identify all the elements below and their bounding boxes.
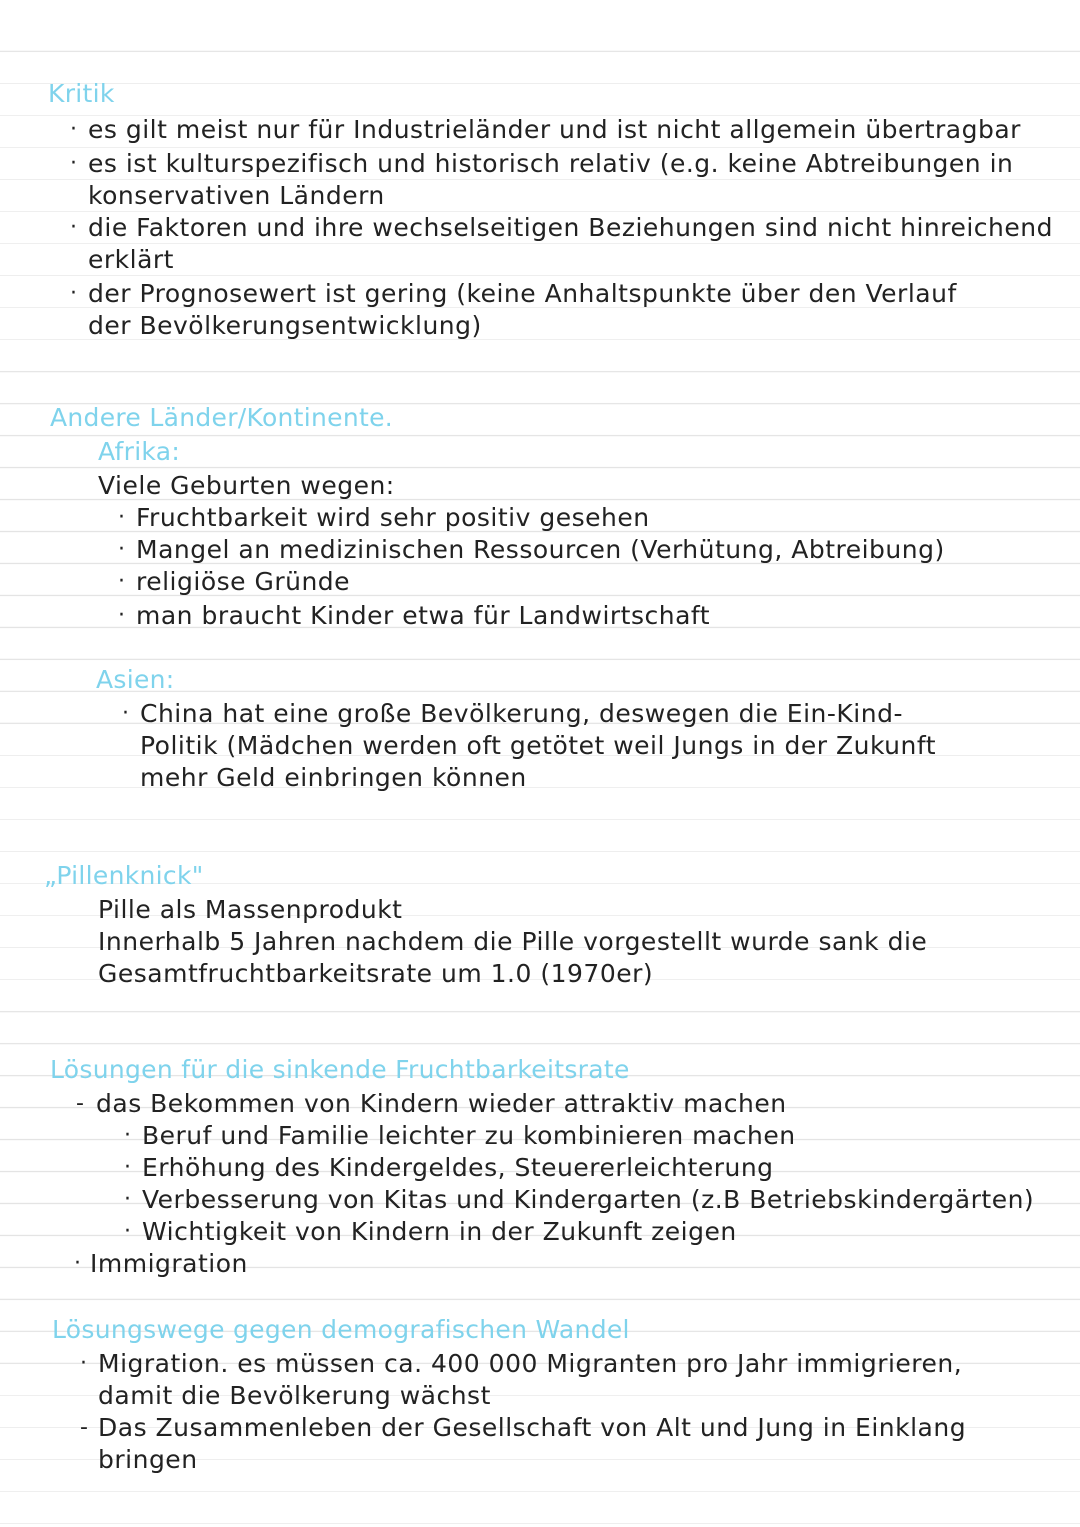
kritik-item-4-cont: der Bevölkerungsentwicklung) [88, 311, 482, 340]
bullet-dot: · [70, 281, 77, 306]
heading-asien: Asien: [96, 665, 175, 694]
heading-andere-laender: Andere Länder/Kontinente. [50, 403, 394, 432]
bullet-dash: - [76, 1091, 84, 1116]
asien-line-3: mehr Geld einbringen können [140, 763, 527, 792]
bullet-dash: - [80, 1415, 88, 1440]
kritik-item-4: der Prognosewert ist gering (keine Anhaltspunkte über den Verlauf [88, 279, 957, 308]
heading-pillenknick: „Pillenknick" [44, 861, 204, 890]
heading-afrika: Afrika: [98, 437, 181, 466]
bullet-dot: · [122, 701, 129, 726]
loesungswege-item-1-cont: damit die Bevölkerung wächst [98, 1381, 491, 1410]
loesungen-main-item: das Bekommen von Kindern wieder attraktiv machen [96, 1089, 787, 1118]
heading-loesungen: Lösungen für die sinkende Fruchtbarkeitsrate [50, 1055, 630, 1084]
bullet-dot: · [118, 537, 125, 562]
loesungen-sub-item-4: Wichtigkeit von Kindern in der Zukunft zeigen [142, 1217, 737, 1246]
bullet-dot: · [118, 603, 125, 628]
bullet-dot: · [70, 215, 77, 240]
kritik-item-1: es gilt meist nur für Industrieländer und ist nicht allgemein übertragbar [88, 115, 1021, 144]
kritik-item-2: es ist kulturspezifisch und historisch relativ (e.g. keine Abtreibungen in [88, 149, 1014, 178]
bullet-dot: · [80, 1351, 87, 1376]
asien-line-2: Politik (Mädchen werden oft getötet weil Jungs in der Zukunft [140, 731, 937, 760]
loesungen-sub-item-1: Beruf und Familie leichter zu kombinieren machen [142, 1121, 796, 1150]
afrika-intro: Viele Geburten wegen: [98, 471, 395, 500]
bullet-dot: · [70, 117, 77, 142]
kritik-item-3-cont: erklärt [88, 245, 174, 274]
kritik-item-3: die Faktoren und ihre wechselseitigen Beziehungen sind nicht hinreichend [88, 213, 1053, 242]
bullet-dot: · [70, 151, 77, 176]
pillenknick-line-3: Gesamtfruchtbarkeitsrate um 1.0 (1970er) [98, 959, 654, 988]
loesungswege-item-1: Migration. es müssen ca. 400 000 Migranten pro Jahr immigrieren, [98, 1349, 963, 1378]
loesungen-second-item: Immigration [90, 1249, 248, 1278]
kritik-item-2-cont: konservativen Ländern [88, 181, 385, 210]
asien-line-1: China hat eine große Bevölkerung, deswegen die Ein-Kind- [140, 699, 903, 728]
bullet-dot: · [124, 1187, 131, 1212]
heading-loesungswege: Lösungswege gegen demografischen Wandel [52, 1315, 630, 1344]
bullet-dot: · [118, 505, 125, 530]
pillenknick-line-1: Pille als Massenprodukt [98, 895, 403, 924]
loesungen-sub-item-3: Verbesserung von Kitas und Kindergarten (z.B Betriebskindergärten) [142, 1185, 1035, 1214]
bullet-dot: · [74, 1251, 81, 1276]
bullet-dot: · [124, 1219, 131, 1244]
bullet-dot: · [118, 569, 125, 594]
afrika-item-1: Fruchtbarkeit wird sehr positiv gesehen [136, 503, 650, 532]
pillenknick-line-2: Innerhalb 5 Jahren nachdem die Pille vorgestellt wurde sank die [98, 927, 928, 956]
heading-kritik: Kritik [48, 79, 115, 108]
afrika-item-3: religiöse Gründe [136, 567, 351, 596]
bullet-dot: · [124, 1155, 131, 1180]
afrika-item-4: man braucht Kinder etwa für Landwirtschaft [136, 601, 711, 630]
loesungswege-item-2: Das Zusammenleben der Gesellschaft von Alt und Jung in Einklang [98, 1413, 967, 1442]
loesungswege-item-2-cont: bringen [98, 1445, 198, 1474]
bullet-dot: · [124, 1123, 131, 1148]
afrika-item-2: Mangel an medizinischen Ressourcen (Verhütung, Abtreibung) [136, 535, 945, 564]
loesungen-sub-item-2: Erhöhung des Kindergeldes, Steuererleichterung [142, 1153, 774, 1182]
